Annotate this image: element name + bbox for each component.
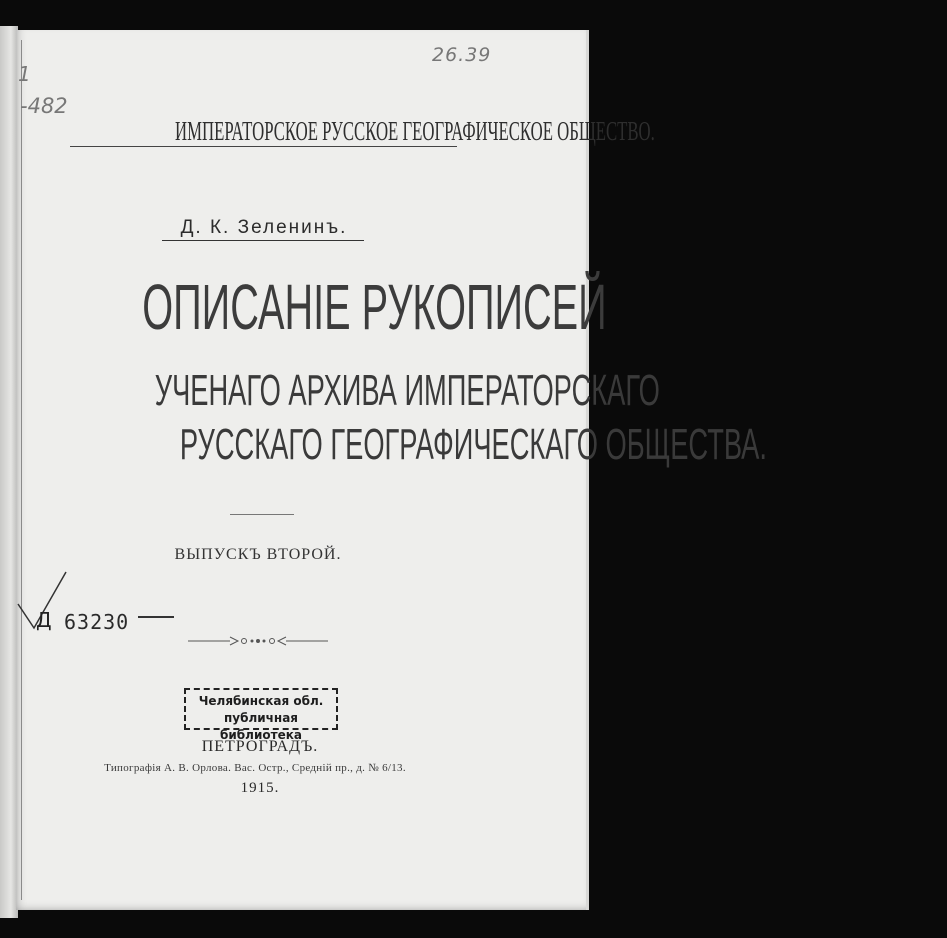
author-name: Д. К. Зеленинъ. [180, 217, 348, 238]
subtitle-line-1-text: УЧЕНАГО АРХИВА ИМПЕРАТОРСКАГО [154, 366, 660, 415]
pencil-shelfmark-left-1: 1 [18, 62, 31, 86]
ornament-divider-icon [188, 634, 328, 648]
library-stamp [184, 688, 338, 742]
call-number-prefix: Д [36, 608, 52, 632]
society-header-text: ИМПЕРАТОРСКОЕ РУССКОЕ ГЕОГРАФИЧЕСКОЕ ОБЩЕСТВО. [175, 116, 655, 146]
issue-label: ВЫПУСКЪ ВТОРОЙ. [174, 546, 342, 563]
imprint-city: ПЕТРОГРАДЪ. [201, 738, 319, 755]
pencil-shelfmark-left-2: -482 [20, 94, 68, 118]
call-number-dash [138, 616, 174, 618]
pencil-shelfmark-top: 26.39 [432, 44, 492, 66]
imprint-press: Типографія А. В. Орлова. Вас. Остр., Средній пр., д. № 6/13. [104, 762, 406, 774]
stamp-line-1: Челябинская обл. [198, 694, 324, 708]
main-title-text: ОПИСАНІЕ РУКОПИСЕЙ [142, 271, 607, 343]
call-number: 63230 [64, 610, 130, 634]
subtitle-line-2-text: РУССКАГО ГЕОГРАФИЧЕСКАГО ОБЩЕСТВА. [179, 420, 767, 469]
imprint-year: 1915. [240, 780, 280, 796]
stamp-line-2: публичная библиотека [220, 711, 302, 742]
